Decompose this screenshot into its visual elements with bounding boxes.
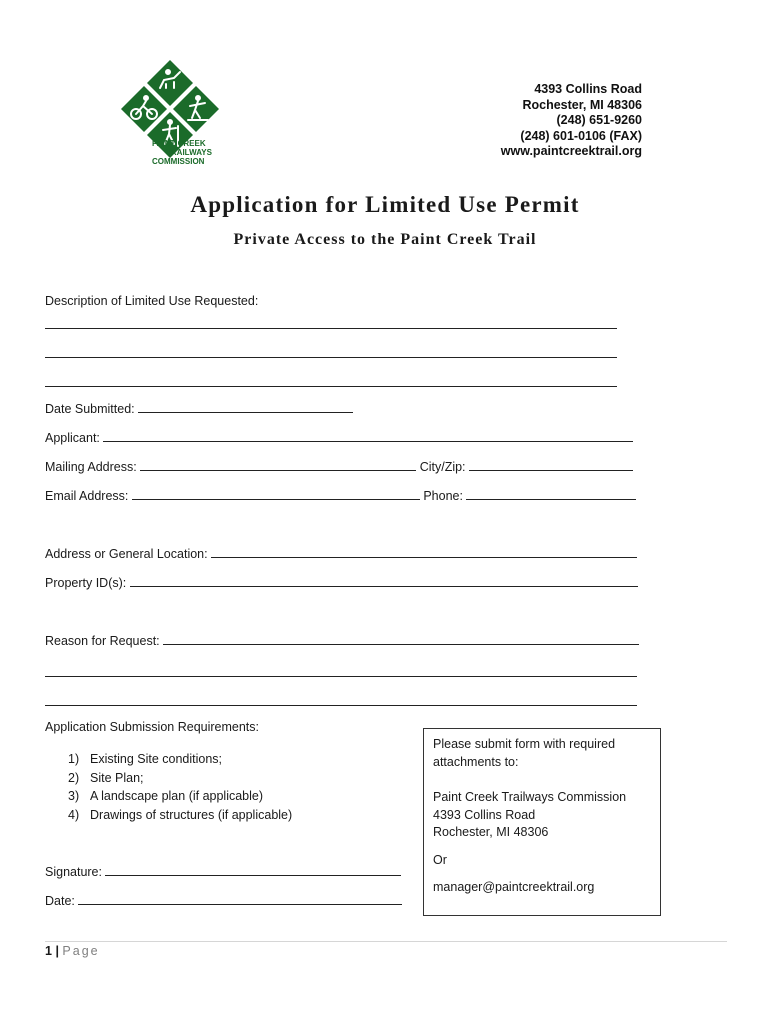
location-label: Address or General Location: xyxy=(45,547,208,561)
location-field[interactable] xyxy=(211,545,637,558)
email-label: Email Address: xyxy=(45,489,129,503)
description-field-1[interactable] xyxy=(45,328,617,329)
contact-address: 4393 Collins Road xyxy=(534,82,642,96)
submit-city: Rochester, MI 48306 xyxy=(433,825,549,839)
city-zip-field[interactable] xyxy=(469,458,633,471)
email-row xyxy=(45,487,636,503)
property-id-label: Property ID(s): xyxy=(45,576,127,590)
commission-logo xyxy=(108,58,258,178)
submission-info-box xyxy=(423,728,661,916)
signature-label: Signature: xyxy=(45,865,102,879)
property-row xyxy=(45,574,638,590)
description-label: Description of Limited Use Requested: xyxy=(45,294,259,308)
date-label: Date: xyxy=(45,894,75,908)
date-submitted-row xyxy=(45,400,353,416)
mailing-address-field[interactable] xyxy=(140,458,416,471)
applicant-row xyxy=(45,429,633,445)
mailing-address-label: Mailing Address: xyxy=(45,460,137,474)
page-separator: | xyxy=(55,944,59,958)
email-field[interactable] xyxy=(132,487,420,500)
phone-label: Phone: xyxy=(423,489,463,503)
signature-row xyxy=(45,863,401,879)
list-item: 1) Existing Site conditions; xyxy=(68,752,223,766)
reason-field-1[interactable] xyxy=(163,632,639,645)
list-item: 4) Drawings of structures (if applicable) xyxy=(68,807,293,822)
location-row xyxy=(45,545,637,561)
page-footer xyxy=(45,944,100,958)
contact-fax: (248) 601-0106 (FAX) xyxy=(520,128,642,143)
submit-address: 4393 Collins Road xyxy=(433,807,536,822)
logo-line-3: COMMISSION xyxy=(152,157,205,166)
description-field-2[interactable] xyxy=(45,357,617,358)
description-field-3[interactable] xyxy=(45,386,617,387)
phone-field[interactable] xyxy=(466,487,636,500)
submit-email[interactable]: manager@paintcreektrail.org xyxy=(433,880,595,894)
footer-divider xyxy=(45,941,727,942)
date-submitted-label: Date Submitted: xyxy=(45,402,135,416)
mailing-row xyxy=(45,458,633,474)
city-zip-label: City/Zip: xyxy=(419,460,466,474)
logo-line-2: TRAILWAYS xyxy=(166,148,212,157)
contact-phone: (248) 651-9260 xyxy=(556,113,642,127)
document-title: Application for Limited Use Permit xyxy=(190,192,580,217)
date-submitted-field[interactable] xyxy=(138,400,353,413)
reason-field-3[interactable] xyxy=(45,705,637,706)
submit-or: Or xyxy=(433,852,447,867)
requirements-list xyxy=(68,750,292,824)
submit-instructions: Please submit form with required attachments to: xyxy=(433,737,616,769)
document-subtitle: Private Access to the Paint Creek Trail xyxy=(233,231,537,248)
property-id-field[interactable] xyxy=(130,574,638,587)
applicant-field[interactable] xyxy=(103,429,633,442)
page-word: Page xyxy=(62,944,100,958)
reason-field-2[interactable] xyxy=(45,676,637,677)
reason-label: Reason for Request: xyxy=(45,634,160,648)
contact-info xyxy=(501,82,642,160)
date-row xyxy=(45,892,402,908)
contact-city: Rochester, MI 48306 xyxy=(522,97,642,112)
submit-org: Paint Creek Trailways Commission xyxy=(433,790,627,804)
date-field[interactable] xyxy=(78,892,402,905)
list-item: 3) A landscape plan (if applicable) xyxy=(68,789,264,803)
logo-line-1: PAINT CREEK xyxy=(152,139,206,148)
page-number: 1 xyxy=(45,944,52,958)
signature-field[interactable] xyxy=(105,863,401,876)
requirements-label: Application Submission Requirements: xyxy=(45,720,259,734)
reason-row xyxy=(45,632,639,648)
applicant-label: Applicant: xyxy=(45,431,100,445)
logo-text xyxy=(152,139,252,166)
list-item: 2) Site Plan; xyxy=(68,770,144,785)
contact-website: www.paintcreektrail.org xyxy=(500,144,642,158)
